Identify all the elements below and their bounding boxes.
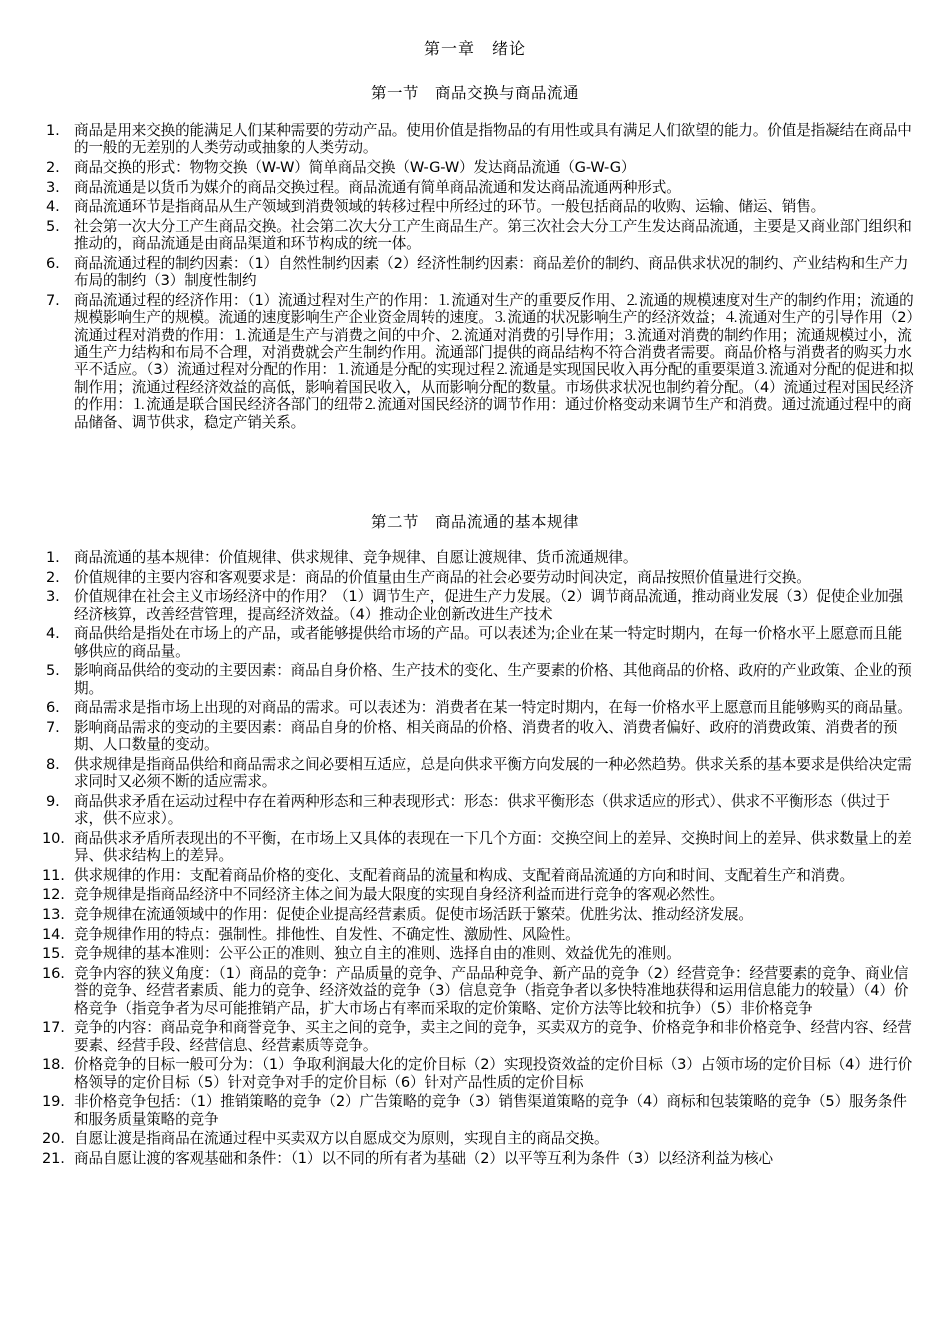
list-item xyxy=(0,159,950,176)
list-item-number: 16. xyxy=(42,964,65,982)
section-title: 第二节 商品流通的基本规律 xyxy=(370,513,579,531)
list-item-text: 商品流通是以货币为媒介的商品交换过程。商品流通有简单商品流通和发达商品流通两种形式。 xyxy=(74,178,681,196)
list-item-number: 21. xyxy=(42,1149,65,1167)
section-title: 第一节 商品交换与商品流通 xyxy=(370,84,579,102)
list-item xyxy=(0,255,950,290)
list-item-text: 商品是用来交换的能满足人们某种需要的劳动产品。使用价值是指物品的有用性或具有满足人们欲望的能力。价值是指凝结在商品中的一般的无差别的人类劳动或抽象的人类劳动。 xyxy=(74,122,912,157)
list-item xyxy=(0,198,950,215)
list-item-text: 供求规律的作用：支配着商品价格的变化、支配着商品的流量和构成、支配着商品流通的方向和时间、支配着生产和消费。 xyxy=(74,866,854,884)
list-item-number: 1. xyxy=(46,549,60,566)
list-item-text: 商品供求矛盾在运动过程中存在着两种形态和三种表现形式：形态：供求平衡形态（供求适应的形式）、供求不平衡形态（供过于求，供不应求）。 xyxy=(74,792,890,828)
list-item-text: 竞争规律在流通领域中的作用：促使企业提高经营素质。促使市场活跃于繁荣。优胜劣汰、推动经济发展。 xyxy=(74,905,753,923)
list-item-number: 5. xyxy=(46,217,60,235)
list-item-text: 竞争内容的狭义角度：（1）商品的竞争：产品质量的竞争、产品品种竞争、新产品的竞争（2）经营竞争：经营要素的竞争、商业信誉的竞争、经营者素质、能力的竞争、经济效益的竞争（3）信息竞争（指竞争者以多快特准地获得和运用信息能力的较量）（4）价格竞争（指竞争者为尽可能推销产品，扩大市场占有率而采取的定价策略、定价方法等比较和抗争）（5）非价格竞争 xyxy=(74,964,909,1017)
list-item xyxy=(0,1150,950,1167)
list-item-number: 3. xyxy=(46,588,60,606)
list-item-number: 20. xyxy=(42,1130,65,1148)
list-item xyxy=(0,218,950,253)
list-item-number: 4. xyxy=(46,625,60,643)
list-item xyxy=(0,867,950,884)
list-item-number: 10. xyxy=(42,829,65,847)
list-item xyxy=(0,662,950,697)
list-item xyxy=(0,965,950,1017)
list-item xyxy=(0,122,950,157)
list-item xyxy=(0,886,950,903)
list-item xyxy=(0,906,950,923)
list-item-number: 18. xyxy=(42,1056,65,1074)
list-item-text: 商品供给是指处在市场上的产品，或者能够提供给市场的产品。可以表述为;企业在某一特定时期内，在每一价格水平上愿意而且能够供应的商品量。 xyxy=(74,625,903,660)
list-item-text: 竞争的内容：商品竞争和商誉竞争、买主之间的竞争，卖主之间的竞争，买卖双方的竞争、价格竞争和非价格竞争、经营内容、经营要素、经营手段、经营信息、经营素质等竞争。 xyxy=(74,1019,912,1054)
list-item-number: 15. xyxy=(42,945,65,963)
list-item-text: 价值规律的主要内容和客观要求是：商品的价值量由生产商品的社会必要劳动时间决定，商品按照价值量进行交换。 xyxy=(74,568,811,586)
list-item-number: 1. xyxy=(46,122,60,139)
list-item-number: 7. xyxy=(46,291,60,309)
list-item-number: 3. xyxy=(46,178,60,196)
list-item-number: 7. xyxy=(46,718,60,736)
list-item xyxy=(0,292,950,431)
numbered-list xyxy=(0,549,950,1169)
list-item xyxy=(0,756,950,791)
list-item xyxy=(0,830,950,865)
list-item-number: 12. xyxy=(42,886,65,904)
list-item-number: 13. xyxy=(42,905,65,923)
list-item xyxy=(0,719,950,754)
numbered-list xyxy=(0,122,950,433)
list-item-number: 4. xyxy=(46,198,60,216)
list-item-number: 9. xyxy=(46,792,60,810)
list-item-text: 竞争规律作用的特点：强制性。排他性、自发性、不确定性、激励性、风险性。 xyxy=(74,925,580,943)
list-item-number: 17. xyxy=(42,1019,65,1037)
list-item-number: 2. xyxy=(46,159,60,176)
list-item xyxy=(0,926,950,943)
list-item-number: 6. xyxy=(46,699,60,717)
list-item-number: 19. xyxy=(42,1093,65,1111)
list-item xyxy=(0,1056,950,1091)
list-item-text: 价格竞争的目标一般可分为：（1）争取利润最大化的定价目标（2）实现投资效益的定价目标（3）占领市场的定价目标（4）进行价格领导的定价目标（5）针对竞争对手的定价目标（6）针对产品性质的定价目标 xyxy=(74,1056,913,1091)
list-item-text: 社会第一次大分工产生商品交换。社会第二次大分工产生商品生产。第三次社会大分工产生发达商品流通，主要是又商业部门组织和推动的，商品流通是由商品渠道和环节构成的统一体。 xyxy=(74,217,912,253)
list-item-text: 商品流通的基本规律：价值规律、供求规律、竞争规律、自愿让渡规律、货币流通规律。 xyxy=(74,549,638,566)
list-item-text: 商品流通环节是指商品从生产领域到消费领域的转移过程中所经过的环节。一般包括商品的收购、运输、储运、销售。 xyxy=(74,198,826,216)
list-item-number: 14. xyxy=(42,925,65,943)
list-item-text: 商品流通过程的经济作用：（1）流通过程对生产的作用：⒈流通对生产的重要反作用、⒉流通的规模速度对生产的制约作用；流通的规模影响生产的规模。流通的速度影响生产企业资金周转的速度。⒊流通的状况影响生产的经济效益；⒋流通对生产的引导作用（2）流通过程对消费的作用：⒈流通是生产与消费之间的中介、⒉流通对消费的引导作用；⒊流通对消费的制约作用；流通规模过小，流通生产力结构和布局不合理，对消费就会产生制约作用。流通部门提供的商品结构不符合消费者需要。商品价格与消费者的购买力水平不适应。（3）流通过程对分配的作用：⒈流通是分配的实现过程⒉流通是实现国民收入再分配的重要渠道⒊流通对分配的促进和拟制作用；流通过程经济效益的高低，影响着国民收入，从而影响分配的数量。市场供求状况也制约着分配。（4）流通过程对国民经济的作用：⒈流通是联合国民经济各部门的纽带⒉流通对国民经济的调节作用：通过价格变动来调节生产和消费。通过流通过程中的商品储备、调节供求，稳定产销关系。 xyxy=(74,291,914,431)
list-item-text: 竞争规律的基本准则：公平公正的准则、独立自主的准则、选择自由的准则、效益优先的准则。 xyxy=(74,945,681,963)
list-item-text: 供求规律是指商品供给和商品需求之间必要相互适应，总是向供求平衡方向发展的一种必然趋势。供求关系的基本要求是供给决定需求同时又必须不断的适应需求。 xyxy=(74,755,912,791)
chapter-title: 第一章 绪论 xyxy=(423,39,526,58)
list-item-text: 商品需求是指市场上出现的对商品的需求。可以表述为：消费者在某一特定时期内，在每一价格水平上愿意而且能够购买的商品量。 xyxy=(74,699,912,717)
list-item xyxy=(0,1019,950,1054)
list-item-text: 非价格竞争包括：（1）推销策略的竞争（2）广告策略的竞争（3）销售渠道策略的竞争（4）商标和包装策略的竞争（5）服务条件和服务质量策略的竞争 xyxy=(74,1093,907,1128)
list-item xyxy=(0,179,950,196)
list-item-number: 8. xyxy=(46,755,60,773)
list-item-text: 影响商品需求的变动的主要因素：商品自身的价格、相关商品的价格、消费者的收入、消费者偏好、政府的消费政策、消费者的预期、人口数量的变动。 xyxy=(74,718,898,754)
list-item-number: 2. xyxy=(46,568,60,586)
list-item xyxy=(0,1093,950,1128)
list-item-text: 影响商品供给的变动的主要因素：商品自身价格、生产技术的变化、生产要素的价格、其他商品的价格、政府的产业政策、企业的预期。 xyxy=(74,662,912,697)
list-item-number: 11. xyxy=(42,866,65,884)
list-item-text: 商品自愿让渡的客观基础和条件：（1）以不同的所有者为基础（2）以平等互利为条件（3）以经济利益为核心 xyxy=(74,1149,773,1167)
list-item xyxy=(0,793,950,828)
list-item-text: 商品供求矛盾所表现出的不平衡，在市场上又具体的表现在一下几个方面：交换空间上的差异、交换时间上的差异、供求数量上的差异、供求结构上的差异。 xyxy=(74,829,912,865)
list-item xyxy=(0,945,950,962)
list-item-text: 商品流通过程的制约因素：（1）自然性制约因素（2）经济性制约因素：商品差价的制约、商品供求状况的制约、产业结构和生产力布局的制约（3）制度性制约 xyxy=(74,254,909,290)
list-item-number: 5. xyxy=(46,662,60,680)
list-item xyxy=(0,569,950,586)
list-item xyxy=(0,588,950,623)
list-item xyxy=(0,549,950,566)
list-item xyxy=(0,625,950,660)
list-item xyxy=(0,699,950,716)
list-item-text: 商品交换的形式：物物交换（W-W）简单商品交换（W-G-W）发达商品流通（G-W-G） xyxy=(74,159,636,176)
list-item-text: 自愿让渡是指商品在流通过程中买卖双方以自愿成交为原则，实现自主的商品交换。 xyxy=(74,1130,609,1148)
list-item xyxy=(0,1130,950,1147)
list-item-text: 竞争规律是指商品经济中不同经济主体之间为最大限度的实现自身经济利益而进行竞争的客观必然性。 xyxy=(74,886,724,904)
list-item-number: 6. xyxy=(46,254,60,272)
list-item-text: 价值规律在社会主义市场经济中的作用？（1）调节生产，促进生产力发展。（2）调节商品流通，推动商业发展（3）促使企业加强经济核算，改善经营管理，提高经济效益。（4）推动企业创新改进生产技术 xyxy=(74,588,903,623)
